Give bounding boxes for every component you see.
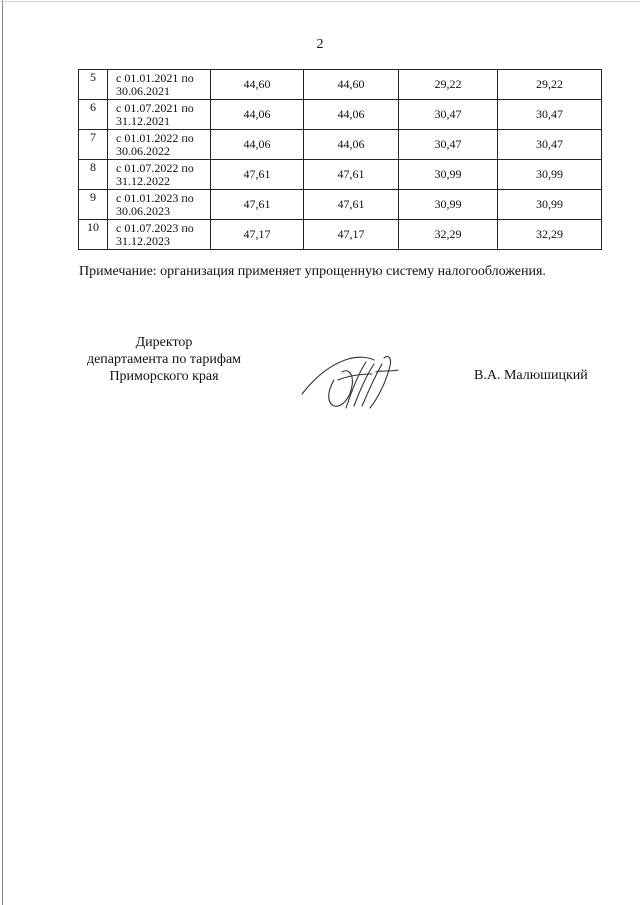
row-number: 5	[79, 70, 108, 100]
period-cell	[108, 160, 211, 190]
period-start: с 01.01.2021 по	[116, 70, 194, 85]
value-cell: 30,99	[399, 160, 498, 190]
value-cell: 47,61	[211, 160, 304, 190]
scan-edge-top	[0, 1, 640, 2]
value-cell: 29,22	[399, 70, 498, 100]
row-number: 6	[79, 100, 108, 130]
signatory-title-line: Директор	[135, 335, 193, 350]
value-cell: 30,47	[498, 100, 602, 130]
table-row	[79, 130, 602, 160]
tariff-table	[78, 69, 602, 250]
period-end: 31.12.2022	[116, 173, 170, 188]
period-cell	[108, 70, 211, 100]
table-row	[79, 220, 602, 250]
value-cell: 32,29	[498, 220, 602, 250]
table-row	[79, 70, 602, 100]
table-row	[79, 190, 602, 220]
value-cell: 32,29	[399, 220, 498, 250]
value-cell: 30,47	[498, 130, 602, 160]
period-start: с 01.01.2022 по	[116, 130, 194, 145]
value-cell: 30,47	[399, 130, 498, 160]
period-end: 31.12.2023	[116, 233, 170, 248]
row-number: 10	[79, 220, 108, 250]
row-number: 8	[79, 160, 108, 190]
value-cell: 30,47	[399, 100, 498, 130]
table-row	[79, 100, 602, 130]
table-row	[79, 160, 602, 190]
period-start: с 01.07.2022 по	[116, 160, 194, 175]
signatory-title-line: Приморского края	[109, 369, 219, 384]
scan-edge-left	[2, 0, 3, 905]
value-cell: 47,61	[211, 190, 304, 220]
value-cell: 44,06	[211, 130, 304, 160]
period-end: 30.06.2021	[116, 83, 170, 98]
page-number: 2	[316, 37, 324, 52]
period-end: 30.06.2023	[116, 203, 170, 218]
row-number: 9	[79, 190, 108, 220]
value-cell: 44,60	[211, 70, 304, 100]
value-cell: 30,99	[399, 190, 498, 220]
value-cell: 30,99	[498, 160, 602, 190]
period-cell	[108, 100, 211, 130]
handwritten-signature-icon	[298, 350, 408, 412]
value-cell: 44,06	[211, 100, 304, 130]
value-cell: 44,06	[304, 130, 399, 160]
period-start: с 01.01.2023 по	[116, 190, 194, 205]
period-end: 31.12.2021	[116, 113, 170, 128]
signatory-title	[74, 334, 254, 385]
tax-note: Примечание: организация применяет упрощенную систему налогообложения.	[79, 264, 546, 279]
value-cell: 47,17	[304, 220, 399, 250]
row-number: 7	[79, 130, 108, 160]
value-cell: 47,61	[304, 160, 399, 190]
value-cell: 44,06	[304, 100, 399, 130]
signatory-name: В.А. Малюшицкий	[474, 368, 588, 383]
value-cell: 47,17	[211, 220, 304, 250]
period-start: с 01.07.2023 по	[116, 220, 194, 235]
value-cell: 29,22	[498, 70, 602, 100]
period-cell	[108, 220, 211, 250]
signatory-title-line: департамента по тарифам	[86, 352, 242, 367]
period-cell	[108, 190, 211, 220]
value-cell: 30,99	[498, 190, 602, 220]
period-start: с 01.07.2021 по	[116, 100, 194, 115]
value-cell: 44,60	[304, 70, 399, 100]
period-cell	[108, 130, 211, 160]
period-end: 30.06.2022	[116, 143, 170, 158]
value-cell: 47,61	[304, 190, 399, 220]
